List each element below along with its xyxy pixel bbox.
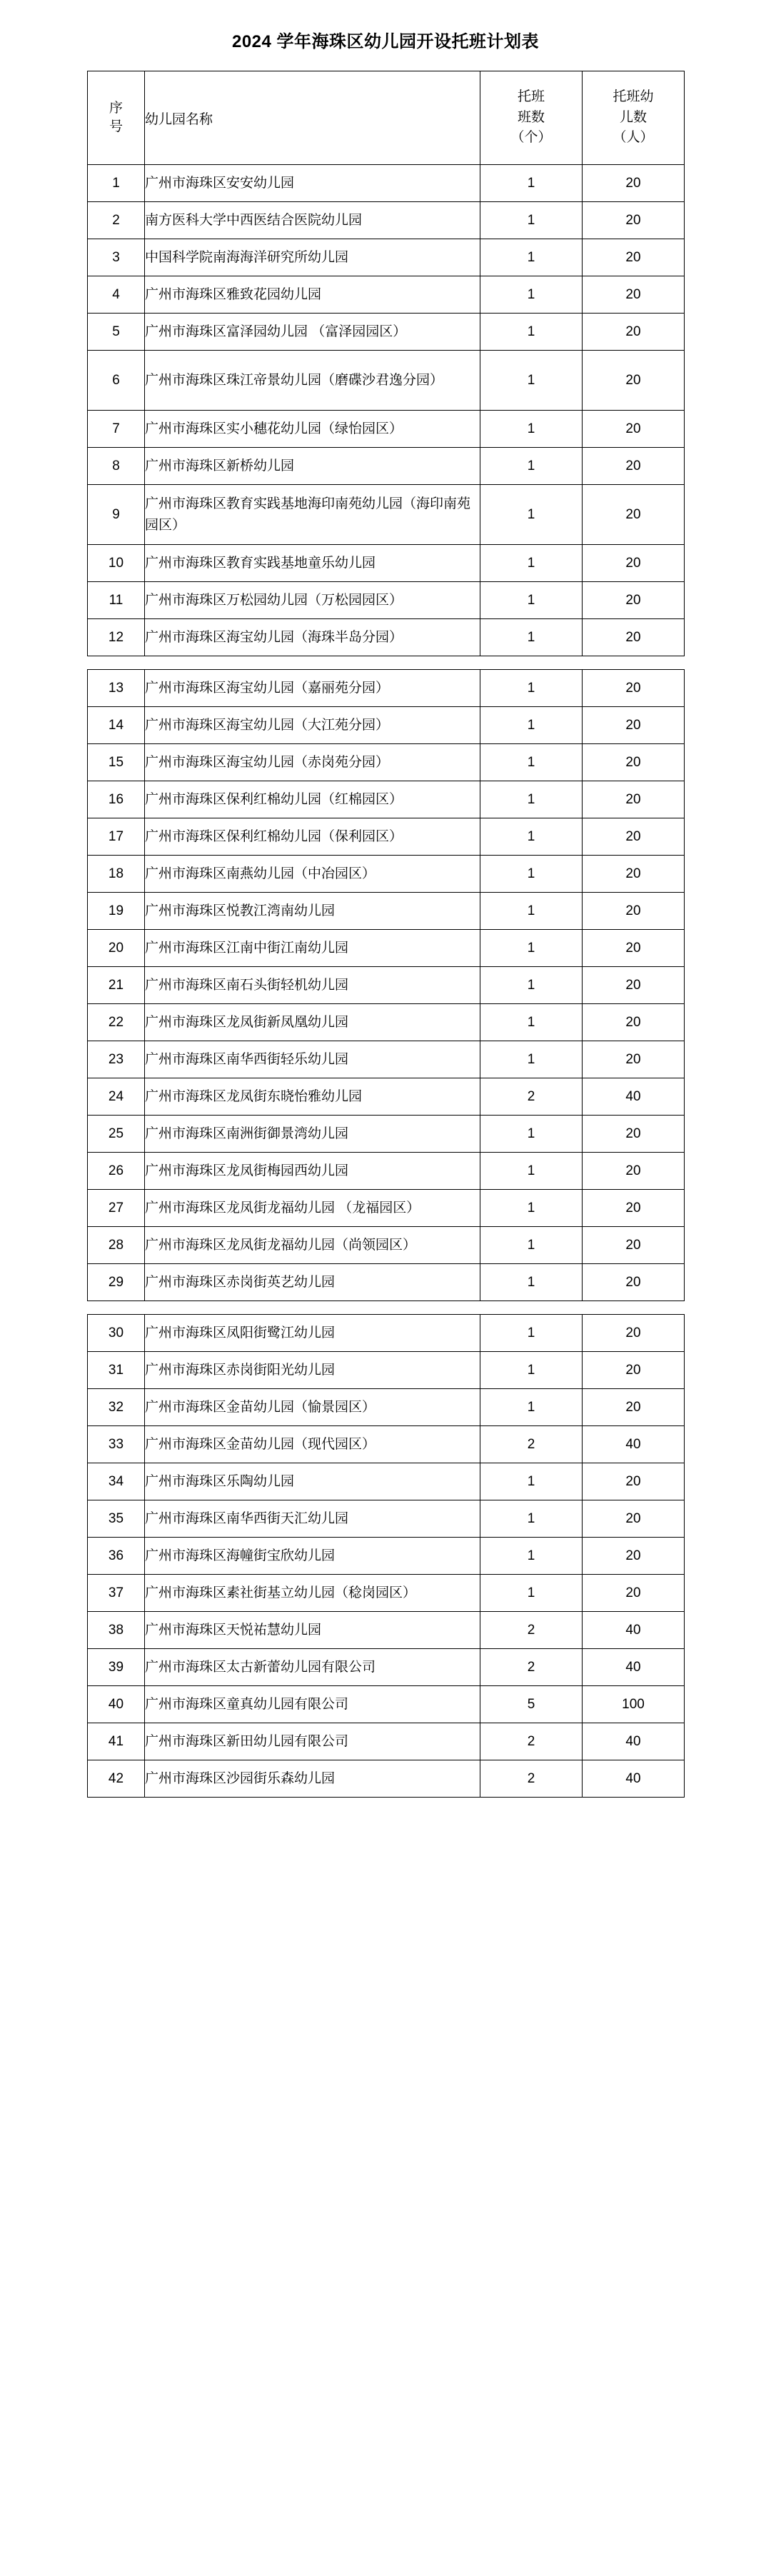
table-row [88, 1389, 685, 1426]
cell-children-count: 20 [583, 856, 685, 893]
cell-kindergarten-name: 广州市海珠区雅致花园幼儿园 [145, 276, 480, 314]
table-row [88, 411, 685, 448]
cell-class-count: 1 [480, 670, 583, 707]
cell-class-count: 1 [480, 202, 583, 239]
cell-children-count: 20 [583, 1315, 685, 1352]
table-row [88, 1612, 685, 1649]
table-row [88, 1078, 685, 1116]
cell-index: 12 [88, 619, 145, 656]
cell-kindergarten-name: 广州市海珠区海幢街宝欣幼儿园 [145, 1538, 480, 1575]
table-header-row [88, 71, 685, 165]
cell-index: 15 [88, 744, 145, 781]
table-section-gap [88, 1301, 685, 1315]
table-row [88, 1426, 685, 1463]
table-row [88, 744, 685, 781]
cell-class-count: 1 [480, 818, 583, 856]
table-section-gap [88, 656, 685, 670]
table-row [88, 1649, 685, 1686]
cell-kindergarten-name: 广州市海珠区南洲街御景湾幼儿园 [145, 1116, 480, 1153]
cell-class-count: 1 [480, 1575, 583, 1612]
cell-class-count: 1 [480, 276, 583, 314]
cell-class-count: 1 [480, 893, 583, 930]
cell-children-count: 20 [583, 411, 685, 448]
cell-class-count: 1 [480, 351, 583, 411]
cell-index: 32 [88, 1389, 145, 1426]
cell-index: 36 [88, 1538, 145, 1575]
cell-children-count: 20 [583, 485, 685, 545]
cell-class-count: 1 [480, 485, 583, 545]
column-header-classes-line2: 班数 [517, 109, 545, 125]
cell-kindergarten-name: 广州市海珠区实小穗花幼儿园（绿怡园区） [145, 411, 480, 448]
cell-children-count: 20 [583, 781, 685, 818]
cell-class-count: 1 [480, 1264, 583, 1301]
cell-index: 25 [88, 1116, 145, 1153]
table-row [88, 165, 685, 202]
cell-class-count: 1 [480, 1315, 583, 1352]
cell-kindergarten-name: 广州市海珠区保利红棉幼儿园（保利园区） [145, 818, 480, 856]
kindergarten-plan-table [87, 71, 685, 1798]
cell-index: 7 [88, 411, 145, 448]
cell-kindergarten-name: 广州市海珠区凤阳街鹭江幼儿园 [145, 1315, 480, 1352]
cell-class-count: 1 [480, 856, 583, 893]
table-row [88, 1575, 685, 1612]
cell-kindergarten-name: 广州市海珠区保利红棉幼儿园（红棉园区） [145, 781, 480, 818]
cell-kindergarten-name: 广州市海珠区乐陶幼儿园 [145, 1463, 480, 1500]
table-row [88, 1116, 685, 1153]
cell-class-count: 1 [480, 744, 583, 781]
cell-class-count: 1 [480, 1389, 583, 1426]
cell-kindergarten-name: 广州市海珠区南燕幼儿园（中冶园区） [145, 856, 480, 893]
table-row [88, 202, 685, 239]
cell-class-count: 1 [480, 781, 583, 818]
table-body [88, 165, 685, 1798]
table-row [88, 1153, 685, 1190]
cell-index: 16 [88, 781, 145, 818]
cell-children-count: 20 [583, 314, 685, 351]
table-row [88, 314, 685, 351]
cell-kindergarten-name: 广州市海珠区素社街基立幼儿园（稔岗园区） [145, 1575, 480, 1612]
cell-class-count: 2 [480, 1426, 583, 1463]
cell-index: 8 [88, 448, 145, 485]
cell-class-count: 1 [480, 1041, 583, 1078]
cell-index: 41 [88, 1723, 145, 1760]
cell-class-count: 1 [480, 1116, 583, 1153]
cell-children-count: 20 [583, 1264, 685, 1301]
cell-children-count: 20 [583, 930, 685, 967]
column-header-classes [480, 71, 583, 165]
table-row [88, 1760, 685, 1798]
cell-children-count: 20 [583, 670, 685, 707]
table-row [88, 582, 685, 619]
cell-children-count: 40 [583, 1426, 685, 1463]
cell-class-count: 1 [480, 314, 583, 351]
cell-index: 20 [88, 930, 145, 967]
cell-index: 30 [88, 1315, 145, 1352]
cell-index: 34 [88, 1463, 145, 1500]
cell-index: 29 [88, 1264, 145, 1301]
cell-class-count: 1 [480, 707, 583, 744]
cell-kindergarten-name: 广州市海珠区海宝幼儿园（赤岗苑分园） [145, 744, 480, 781]
cell-children-count: 40 [583, 1760, 685, 1798]
cell-kindergarten-name: 南方医科大学中西医结合医院幼儿园 [145, 202, 480, 239]
cell-index: 33 [88, 1426, 145, 1463]
cell-class-count: 1 [480, 1153, 583, 1190]
table-row [88, 1004, 685, 1041]
cell-kindergarten-name: 广州市海珠区富泽园幼儿园 （富泽园园区） [145, 314, 480, 351]
cell-kindergarten-name: 广州市海珠区教育实践基地童乐幼儿园 [145, 545, 480, 582]
cell-class-count: 1 [480, 448, 583, 485]
column-header-name-label: 幼儿园名称 [145, 111, 213, 127]
cell-class-count: 1 [480, 239, 583, 276]
cell-index: 5 [88, 314, 145, 351]
cell-children-count: 20 [583, 1389, 685, 1426]
cell-index: 31 [88, 1352, 145, 1389]
cell-children-count: 20 [583, 582, 685, 619]
table-row [88, 893, 685, 930]
cell-children-count: 20 [583, 545, 685, 582]
cell-class-count: 1 [480, 411, 583, 448]
cell-class-count: 1 [480, 619, 583, 656]
table-row [88, 1041, 685, 1078]
cell-children-count: 20 [583, 707, 685, 744]
cell-kindergarten-name: 广州市海珠区海宝幼儿园（大江苑分园） [145, 707, 480, 744]
cell-class-count: 1 [480, 545, 583, 582]
cell-children-count: 20 [583, 1004, 685, 1041]
table-section-gap-cell [88, 1301, 685, 1315]
cell-index: 9 [88, 485, 145, 545]
cell-class-count: 2 [480, 1723, 583, 1760]
cell-class-count: 1 [480, 1352, 583, 1389]
cell-children-count: 20 [583, 448, 685, 485]
cell-index: 2 [88, 202, 145, 239]
cell-kindergarten-name: 广州市海珠区太古新蕾幼儿园有限公司 [145, 1649, 480, 1686]
cell-index: 13 [88, 670, 145, 707]
cell-children-count: 20 [583, 967, 685, 1004]
cell-kindergarten-name: 广州市海珠区金苗幼儿园（愉景园区） [145, 1389, 480, 1426]
cell-class-count: 2 [480, 1612, 583, 1649]
cell-index: 19 [88, 893, 145, 930]
cell-index: 37 [88, 1575, 145, 1612]
cell-class-count: 1 [480, 1190, 583, 1227]
cell-children-count: 20 [583, 893, 685, 930]
column-header-index-line1: 序 [109, 101, 123, 116]
column-header-children [583, 71, 685, 165]
column-header-classes-line3: （个） [510, 130, 552, 146]
cell-index: 26 [88, 1153, 145, 1190]
table-row [88, 930, 685, 967]
table-row [88, 1227, 685, 1264]
cell-index: 28 [88, 1227, 145, 1264]
cell-kindergarten-name: 广州市海珠区新桥幼儿园 [145, 448, 480, 485]
table-row [88, 967, 685, 1004]
cell-kindergarten-name: 中国科学院南海海洋研究所幼儿园 [145, 239, 480, 276]
cell-children-count: 20 [583, 1538, 685, 1575]
cell-class-count: 5 [480, 1686, 583, 1723]
column-header-children-line1: 托班幼 [613, 89, 654, 105]
cell-kindergarten-name: 广州市海珠区龙凤街新凤凰幼儿园 [145, 1004, 480, 1041]
cell-class-count: 1 [480, 930, 583, 967]
cell-kindergarten-name: 广州市海珠区南华西街轻乐幼儿园 [145, 1041, 480, 1078]
cell-class-count: 2 [480, 1760, 583, 1798]
page-title: 2024 学年海珠区幼儿园开设托班计划表 [231, 32, 540, 51]
cell-children-count: 20 [583, 165, 685, 202]
cell-index: 38 [88, 1612, 145, 1649]
cell-kindergarten-name: 广州市海珠区童真幼儿园有限公司 [145, 1686, 480, 1723]
cell-index: 18 [88, 856, 145, 893]
table-row [88, 707, 685, 744]
table-row [88, 1500, 685, 1538]
cell-children-count: 20 [583, 1227, 685, 1264]
cell-index: 27 [88, 1190, 145, 1227]
table-row [88, 1538, 685, 1575]
table-row [88, 1723, 685, 1760]
table-row [88, 856, 685, 893]
cell-index: 3 [88, 239, 145, 276]
cell-children-count: 20 [583, 818, 685, 856]
table-row [88, 276, 685, 314]
cell-children-count: 20 [583, 202, 685, 239]
table-row [88, 239, 685, 276]
table-row [88, 351, 685, 411]
cell-index: 4 [88, 276, 145, 314]
cell-index: 17 [88, 818, 145, 856]
table-row [88, 1264, 685, 1301]
cell-index: 35 [88, 1500, 145, 1538]
table-row [88, 1352, 685, 1389]
cell-kindergarten-name: 广州市海珠区珠江帝景幼儿园（磨碟沙君逸分园） [145, 351, 480, 411]
cell-children-count: 40 [583, 1649, 685, 1686]
table-header [88, 71, 685, 165]
cell-children-count: 20 [583, 1463, 685, 1500]
plan-table-wrapper [87, 71, 684, 1798]
table-row [88, 818, 685, 856]
cell-children-count: 20 [583, 1153, 685, 1190]
column-header-name [145, 71, 480, 165]
cell-kindergarten-name: 广州市海珠区金苗幼儿园（现代园区） [145, 1426, 480, 1463]
cell-index: 24 [88, 1078, 145, 1116]
cell-kindergarten-name: 广州市海珠区海宝幼儿园（海珠半岛分园） [145, 619, 480, 656]
cell-index: 1 [88, 165, 145, 202]
cell-children-count: 20 [583, 619, 685, 656]
cell-children-count: 20 [583, 1190, 685, 1227]
cell-class-count: 2 [480, 1078, 583, 1116]
table-row [88, 1686, 685, 1723]
cell-children-count: 20 [583, 239, 685, 276]
table-row [88, 781, 685, 818]
cell-children-count: 100 [583, 1686, 685, 1723]
cell-index: 39 [88, 1649, 145, 1686]
column-header-index-line2: 号 [109, 119, 123, 134]
cell-kindergarten-name: 广州市海珠区悦教江湾南幼儿园 [145, 893, 480, 930]
cell-kindergarten-name: 广州市海珠区沙园街乐森幼儿园 [145, 1760, 480, 1798]
table-row [88, 670, 685, 707]
cell-index: 6 [88, 351, 145, 411]
cell-kindergarten-name: 广州市海珠区龙凤街龙福幼儿园（尚领园区） [145, 1227, 480, 1264]
cell-children-count: 20 [583, 1575, 685, 1612]
table-row [88, 1315, 685, 1352]
cell-kindergarten-name: 广州市海珠区教育实践基地海印南苑幼儿园（海印南苑园区） [145, 485, 480, 545]
cell-kindergarten-name: 广州市海珠区南石头街轻机幼儿园 [145, 967, 480, 1004]
cell-kindergarten-name: 广州市海珠区龙凤街东晓怡雅幼儿园 [145, 1078, 480, 1116]
table-row [88, 1190, 685, 1227]
cell-index: 14 [88, 707, 145, 744]
cell-class-count: 1 [480, 1463, 583, 1500]
cell-index: 23 [88, 1041, 145, 1078]
table-row [88, 448, 685, 485]
table-row [88, 619, 685, 656]
cell-children-count: 40 [583, 1612, 685, 1649]
cell-children-count: 20 [583, 1352, 685, 1389]
column-header-index [88, 71, 145, 165]
cell-index: 40 [88, 1686, 145, 1723]
cell-children-count: 20 [583, 1041, 685, 1078]
table-row [88, 485, 685, 545]
cell-kindergarten-name: 广州市海珠区万松园幼儿园（万松园园区） [145, 582, 480, 619]
cell-index: 10 [88, 545, 145, 582]
cell-class-count: 1 [480, 1538, 583, 1575]
cell-class-count: 1 [480, 1227, 583, 1264]
table-row [88, 1463, 685, 1500]
table-row [88, 545, 685, 582]
cell-class-count: 2 [480, 1649, 583, 1686]
cell-kindergarten-name: 广州市海珠区安安幼儿园 [145, 165, 480, 202]
cell-kindergarten-name: 广州市海珠区天悦祐慧幼儿园 [145, 1612, 480, 1649]
cell-class-count: 1 [480, 967, 583, 1004]
cell-class-count: 1 [480, 582, 583, 619]
cell-index: 22 [88, 1004, 145, 1041]
cell-kindergarten-name: 广州市海珠区龙凤街梅园西幼儿园 [145, 1153, 480, 1190]
cell-kindergarten-name: 广州市海珠区龙凤街龙福幼儿园 （龙福园区） [145, 1190, 480, 1227]
cell-index: 11 [88, 582, 145, 619]
cell-index: 42 [88, 1760, 145, 1798]
cell-class-count: 1 [480, 1500, 583, 1538]
cell-children-count: 20 [583, 1116, 685, 1153]
cell-children-count: 20 [583, 1500, 685, 1538]
cell-children-count: 20 [583, 744, 685, 781]
cell-children-count: 20 [583, 351, 685, 411]
table-section-gap-cell [88, 656, 685, 670]
cell-kindergarten-name: 广州市海珠区新田幼儿园有限公司 [145, 1723, 480, 1760]
cell-kindergarten-name: 广州市海珠区赤岗街阳光幼儿园 [145, 1352, 480, 1389]
cell-kindergarten-name: 广州市海珠区赤岗街英艺幼儿园 [145, 1264, 480, 1301]
column-header-classes-line1: 托班 [517, 89, 545, 105]
cell-children-count: 20 [583, 276, 685, 314]
cell-children-count: 40 [583, 1723, 685, 1760]
column-header-children-line2: 儿数 [619, 109, 647, 125]
cell-children-count: 40 [583, 1078, 685, 1116]
cell-kindergarten-name: 广州市海珠区江南中街江南幼儿园 [145, 930, 480, 967]
cell-kindergarten-name: 广州市海珠区海宝幼儿园（嘉丽苑分园） [145, 670, 480, 707]
cell-class-count: 1 [480, 165, 583, 202]
column-header-children-line3: （人） [613, 130, 654, 146]
cell-index: 21 [88, 967, 145, 1004]
cell-kindergarten-name: 广州市海珠区南华西街天汇幼儿园 [145, 1500, 480, 1538]
cell-class-count: 1 [480, 1004, 583, 1041]
